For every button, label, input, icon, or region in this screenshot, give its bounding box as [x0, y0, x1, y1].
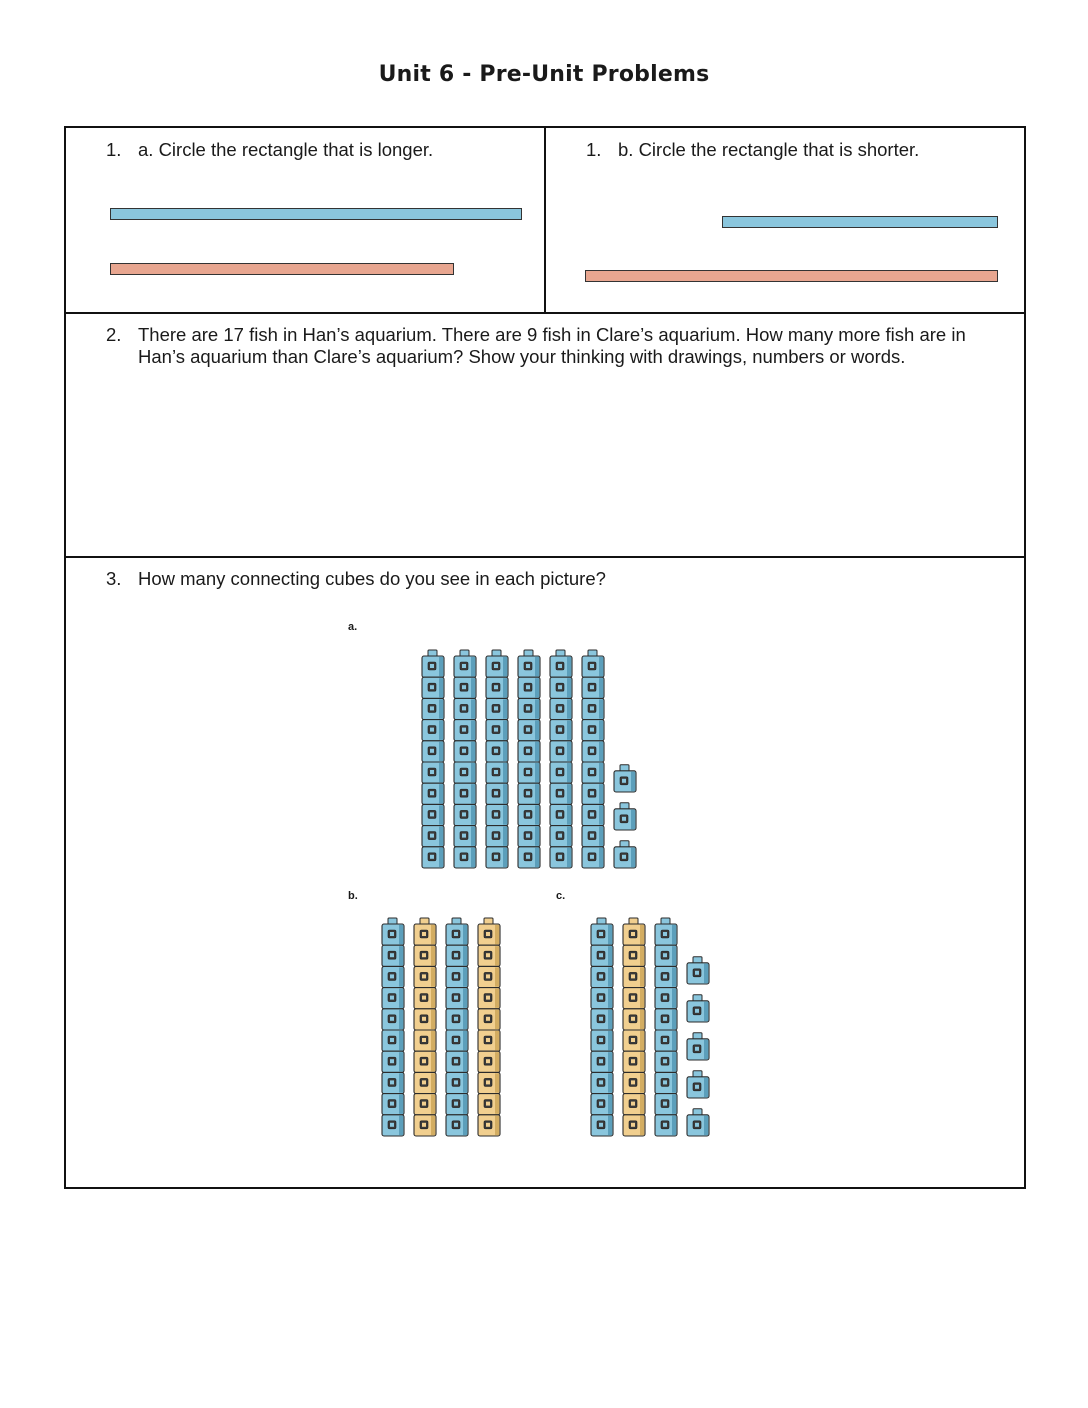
- tower-cube: [414, 1009, 436, 1030]
- tower-cube: [422, 804, 444, 825]
- tower-cube: [454, 783, 476, 804]
- tower-cube: [478, 1030, 500, 1051]
- tower-cube: [454, 698, 476, 719]
- tower-cube: [382, 966, 404, 987]
- tower-cube: [478, 1072, 500, 1093]
- tower-cube: [582, 783, 604, 804]
- problem-table: [64, 126, 1026, 1189]
- salmon-rectangle[interactable]: [585, 270, 998, 282]
- tower-cube: [518, 741, 540, 762]
- problem-number: 3.: [106, 568, 122, 589]
- tower-cube: [382, 1009, 404, 1030]
- tower-cube: [446, 1009, 468, 1030]
- tower-cube: [582, 698, 604, 719]
- tower-cube: [422, 677, 444, 698]
- tower-cube: [486, 804, 508, 825]
- tower-cube: [655, 988, 677, 1009]
- tower-cube: [518, 783, 540, 804]
- single-cube: [614, 809, 636, 830]
- tower-cube: [414, 924, 436, 945]
- single-cube: [687, 1115, 709, 1136]
- tower-cube: [422, 762, 444, 783]
- problem-1a-cell: [66, 128, 546, 312]
- tower-cube: [550, 698, 572, 719]
- tower-cube: [550, 677, 572, 698]
- tower-cube: [591, 1072, 613, 1093]
- picture-b-cubes: [380, 916, 530, 1148]
- tower-cube: [422, 656, 444, 677]
- tower-cube: [454, 847, 476, 868]
- tower-cube: [518, 762, 540, 783]
- single-cube: [687, 1039, 709, 1060]
- tower-cube: [582, 677, 604, 698]
- tower-cube: [478, 1051, 500, 1072]
- tower-cube: [582, 826, 604, 847]
- tower-cube: [655, 1009, 677, 1030]
- tower-cube: [582, 656, 604, 677]
- tower-cube: [478, 1009, 500, 1030]
- tower-cube: [591, 1115, 613, 1136]
- tower-cube: [623, 1030, 645, 1051]
- tower-cube: [518, 826, 540, 847]
- tower-cube: [446, 1051, 468, 1072]
- tower-cube: [382, 988, 404, 1009]
- tower-cube: [422, 826, 444, 847]
- tower-cube: [414, 1051, 436, 1072]
- problem-text-line-2: Han’s aquarium than Clare’s aquarium? Show your thinking with drawings, numbers or words.: [138, 346, 906, 367]
- tower-cube: [623, 1094, 645, 1115]
- tower-cube: [582, 804, 604, 825]
- tower-cube: [446, 1094, 468, 1115]
- answer-area[interactable]: [106, 374, 986, 544]
- problem-3-row: [66, 558, 1024, 1187]
- tower-cube: [382, 1094, 404, 1115]
- tower-cube: [422, 698, 444, 719]
- problem-text: a. Circle the rectangle that is longer.: [138, 139, 434, 160]
- tower-cube: [446, 1115, 468, 1136]
- tower-cube: [623, 945, 645, 966]
- tower-cube: [655, 1115, 677, 1136]
- tower-cube: [591, 924, 613, 945]
- single-cube: [614, 847, 636, 868]
- tower-cube: [454, 677, 476, 698]
- tower-cube: [591, 966, 613, 987]
- tower-cube: [550, 656, 572, 677]
- tower-cube: [550, 783, 572, 804]
- tower-cube: [454, 804, 476, 825]
- tower-cube: [486, 783, 508, 804]
- tower-cube: [382, 1030, 404, 1051]
- single-cube: [687, 963, 709, 984]
- picture-a-label: a.: [348, 621, 358, 633]
- tower-cube: [486, 698, 508, 719]
- tower-cube: [486, 826, 508, 847]
- tower-cube: [518, 677, 540, 698]
- tower-cube: [446, 966, 468, 987]
- single-cube: [687, 1077, 709, 1098]
- tower-cube: [582, 762, 604, 783]
- tower-cube: [591, 945, 613, 966]
- tower-cube: [414, 1094, 436, 1115]
- tower-cube: [591, 1051, 613, 1072]
- tower-cube: [623, 1051, 645, 1072]
- tower-cube: [454, 656, 476, 677]
- tower-cube: [422, 783, 444, 804]
- problem-text: b. Circle the rectangle that is shorter.: [618, 139, 920, 160]
- tower-cube: [414, 988, 436, 1009]
- tower-cube: [623, 1115, 645, 1136]
- tower-cube: [623, 1072, 645, 1093]
- problem-text: How many connecting cubes do you see in each picture?: [138, 568, 606, 589]
- problem-number: 2.: [106, 324, 122, 345]
- tower-cube: [414, 966, 436, 987]
- problem-1-row: [66, 128, 1024, 314]
- problem-1b-cell: [546, 128, 1024, 312]
- tower-cube: [382, 1051, 404, 1072]
- tower-cube: [582, 847, 604, 868]
- problem-number: 1.: [106, 139, 122, 160]
- tower-cube: [414, 1072, 436, 1093]
- blue-rectangle[interactable]: [110, 208, 522, 220]
- tower-cube: [550, 804, 572, 825]
- tower-cube: [591, 988, 613, 1009]
- problem-2-row: [66, 314, 1024, 558]
- tower-cube: [582, 720, 604, 741]
- picture-c-label: c.: [556, 890, 566, 902]
- tower-cube: [623, 924, 645, 945]
- tower-cube: [550, 847, 572, 868]
- tower-cube: [414, 1115, 436, 1136]
- tower-cube: [550, 762, 572, 783]
- tower-cube: [486, 656, 508, 677]
- tower-cube: [478, 1094, 500, 1115]
- tower-cube: [655, 924, 677, 945]
- tower-cube: [414, 945, 436, 966]
- single-cube: [614, 771, 636, 792]
- tower-cube: [382, 945, 404, 966]
- tower-cube: [422, 847, 444, 868]
- tower-cube: [454, 720, 476, 741]
- tower-cube: [655, 966, 677, 987]
- tower-cube: [454, 741, 476, 762]
- tower-cube: [486, 741, 508, 762]
- tower-cube: [478, 924, 500, 945]
- tower-cube: [382, 1072, 404, 1093]
- tower-cube: [478, 945, 500, 966]
- tower-cube: [446, 924, 468, 945]
- picture-b-label: b.: [348, 890, 358, 902]
- tower-cube: [446, 1072, 468, 1093]
- tower-cube: [655, 1094, 677, 1115]
- tower-cube: [414, 1030, 436, 1051]
- tower-cube: [382, 1115, 404, 1136]
- tower-cube: [623, 1009, 645, 1030]
- problem-number: 1.: [586, 139, 602, 160]
- tower-cube: [623, 966, 645, 987]
- tower-cube: [454, 826, 476, 847]
- single-cube: [687, 1001, 709, 1022]
- tower-cube: [446, 1030, 468, 1051]
- tower-cube: [655, 1030, 677, 1051]
- tower-cube: [518, 656, 540, 677]
- tower-cube: [486, 847, 508, 868]
- tower-cube: [446, 988, 468, 1009]
- tower-cube: [478, 988, 500, 1009]
- blue-rectangle[interactable]: [722, 216, 998, 228]
- tower-cube: [422, 720, 444, 741]
- picture-a-cubes: [420, 648, 650, 880]
- tower-cube: [518, 720, 540, 741]
- tower-cube: [655, 1072, 677, 1093]
- tower-cube: [518, 698, 540, 719]
- salmon-rectangle[interactable]: [110, 263, 454, 275]
- tower-cube: [486, 720, 508, 741]
- tower-cube: [550, 826, 572, 847]
- tower-cube: [591, 1030, 613, 1051]
- tower-cube: [454, 762, 476, 783]
- tower-cube: [478, 966, 500, 987]
- tower-cube: [518, 847, 540, 868]
- problem-text-line-1: There are 17 fish in Han’s aquarium. There are 9 fish in Clare’s aquarium. How many more fish are in: [138, 324, 966, 345]
- tower-cube: [518, 804, 540, 825]
- tower-cube: [478, 1115, 500, 1136]
- tower-cube: [382, 924, 404, 945]
- tower-cube: [591, 1009, 613, 1030]
- tower-cube: [422, 741, 444, 762]
- tower-cube: [582, 741, 604, 762]
- tower-cube: [550, 720, 572, 741]
- picture-c-cubes: [589, 916, 719, 1148]
- tower-cube: [591, 1094, 613, 1115]
- page-title: Unit 6 - Pre-Unit Problems: [378, 62, 710, 87]
- tower-cube: [486, 677, 508, 698]
- tower-cube: [550, 741, 572, 762]
- tower-cube: [655, 945, 677, 966]
- tower-cube: [446, 945, 468, 966]
- tower-cube: [623, 988, 645, 1009]
- tower-cube: [486, 762, 508, 783]
- tower-cube: [655, 1051, 677, 1072]
